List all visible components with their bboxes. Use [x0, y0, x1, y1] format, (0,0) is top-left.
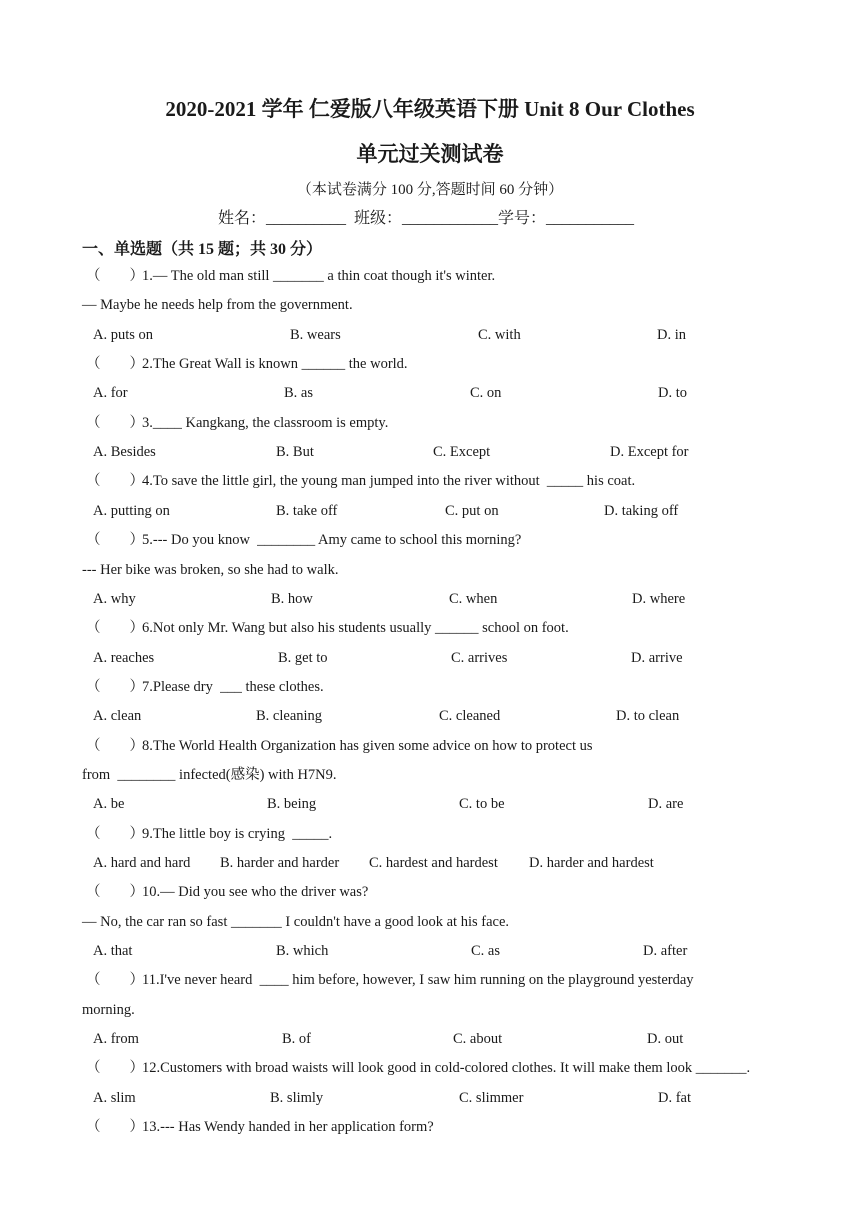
- answer-paren: （ ）: [86, 972, 144, 989]
- question-text: 12.Customers with broad waists will look good in cold-colored clothes. It will make them look _______.: [142, 1060, 751, 1077]
- answer-paren: （ ）: [86, 268, 144, 284]
- option-c: C. arrives: [451, 649, 508, 666]
- option-a: A. reaches: [93, 649, 155, 666]
- option-b: B. But: [276, 444, 314, 461]
- question-text: 2.The Great Wall is known ______ the world.: [142, 356, 408, 373]
- option-a: A. clean: [93, 708, 142, 725]
- answer-paren: （ ）: [86, 356, 144, 373]
- question-text: 7.Please dry ___ these clothes.: [142, 678, 324, 695]
- option-a: A. hard and hard: [93, 855, 191, 871]
- answer-paren: （ ）: [86, 1119, 144, 1136]
- option-d: D. taking off: [604, 502, 679, 519]
- option-a: A. Besides: [93, 444, 156, 461]
- option-b: B. wears: [290, 326, 341, 343]
- option-a: A. that: [93, 943, 133, 960]
- question-continuation: from ________ infected(感染) with H7N9.: [82, 766, 337, 783]
- answer-paren: （ ）: [86, 620, 144, 637]
- question-continuation: — No, the car ran so fast _______ I couldn't have a good look at his face.: [82, 913, 510, 930]
- question-continuation: — Maybe he needs help from the government.: [82, 297, 353, 314]
- option-d: D. harder and hardest: [529, 855, 654, 871]
- option-d: D. fat: [658, 1089, 692, 1106]
- answer-paren: （ ）: [86, 678, 144, 695]
- option-c: C. to be: [459, 796, 505, 813]
- option-c: C. hardest and hardest: [369, 855, 498, 871]
- question-text: 3.____ Kangkang, the classroom is empty.: [142, 414, 389, 431]
- question-text: 9.The little boy is crying _____.: [142, 825, 333, 842]
- student-info-line: 姓名：__________ 班级：____________学号：___________: [218, 210, 635, 227]
- question-text: 5.--- Do you know ________ Amy came to school this morning?: [142, 532, 522, 549]
- option-b: B. of: [282, 1031, 311, 1048]
- answer-paren: （ ）: [86, 1060, 144, 1077]
- question-text: 13.--- Has Wendy handed in her application form?: [142, 1119, 434, 1136]
- option-d: D. where: [632, 590, 686, 607]
- option-b: B. slimly: [270, 1089, 324, 1106]
- option-a: A. slim: [93, 1089, 136, 1106]
- option-b: B. take off: [276, 502, 338, 519]
- option-d: D. are: [648, 796, 684, 813]
- answer-paren: （ ）: [86, 414, 144, 431]
- option-b: B. get to: [278, 649, 328, 666]
- option-a: A. why: [93, 590, 136, 607]
- option-d: D. after: [643, 943, 688, 960]
- answer-paren: （ ）: [86, 825, 144, 842]
- question-text: 4.To save the little girl, the young man jumped into the river without _____ his coat.: [142, 473, 636, 490]
- question-text: 8.The World Health Organization has given some advice on how to protect us: [142, 737, 593, 754]
- option-b: B. harder and harder: [220, 855, 340, 871]
- exam-note: （本试卷满分 100 分,答题时间 60 分钟）: [296, 182, 564, 198]
- answer-paren: （ ）: [86, 884, 144, 901]
- section-title: 一、单选题（共 15 题；共 30 分）: [82, 241, 323, 258]
- answer-paren: （ ）: [86, 532, 144, 549]
- option-c: C. when: [449, 590, 498, 607]
- question-text: 1.— The old man still _______ a thin coat though it's winter.: [142, 268, 496, 284]
- question-continuation: --- Her bike was broken, so she had to walk.: [82, 561, 339, 578]
- page-title-line1: 2020-2021 学年 仁爱版八年级英语下册 Unit 8 Our Clothes: [165, 97, 695, 121]
- question-continuation: morning.: [82, 1001, 135, 1018]
- option-c: C. slimmer: [459, 1089, 524, 1106]
- option-a: A. from: [93, 1031, 139, 1048]
- option-d: D. arrive: [631, 649, 683, 666]
- option-d: D. to: [658, 385, 687, 402]
- question-text: 6.Not only Mr. Wang but also his students usually ______ school on foot.: [142, 620, 569, 637]
- option-d: D. out: [647, 1031, 684, 1048]
- option-c: C. cleaned: [439, 708, 501, 725]
- question-text: 10.— Did you see who the driver was?: [142, 884, 369, 901]
- option-b: B. which: [276, 943, 329, 960]
- option-d: D. Except for: [610, 444, 689, 461]
- option-c: C. put on: [445, 502, 499, 519]
- option-a: A. puts on: [93, 326, 154, 343]
- option-b: B. cleaning: [256, 708, 323, 725]
- option-a: A. for: [93, 385, 128, 402]
- option-b: B. as: [284, 385, 313, 402]
- question-text: 11.I've never heard ____ him before, however, I saw him running on the playground yesterday: [142, 972, 694, 989]
- option-a: A. be: [93, 796, 125, 813]
- option-d: D. to clean: [616, 708, 680, 725]
- page-title-line2: 单元过关测试卷: [356, 142, 504, 166]
- option-d: D. in: [657, 326, 686, 343]
- option-c: C. with: [478, 326, 521, 343]
- option-b: B. being: [267, 796, 317, 813]
- option-c: C. as: [471, 943, 500, 960]
- option-b: B. how: [271, 590, 313, 607]
- answer-paren: （ ）: [86, 473, 144, 490]
- option-c: C. about: [453, 1031, 503, 1048]
- option-a: A. putting on: [93, 502, 170, 519]
- option-c: C. on: [470, 385, 502, 402]
- option-c: C. Except: [433, 444, 491, 461]
- answer-paren: （ ）: [86, 737, 144, 754]
